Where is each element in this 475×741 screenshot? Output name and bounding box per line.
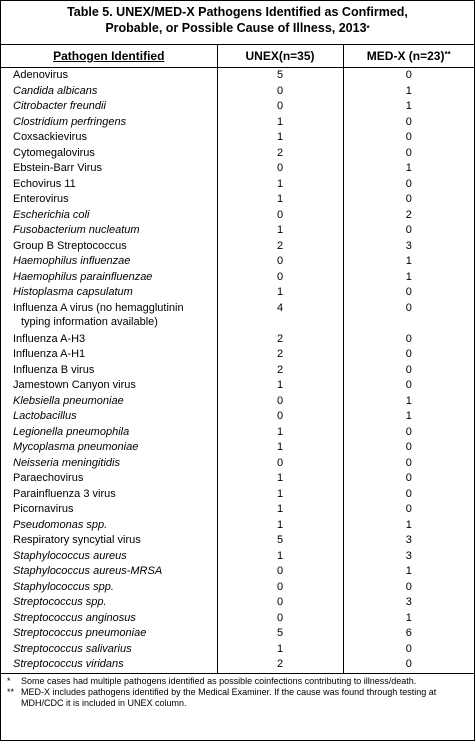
pathogen-name: Citrobacter freundii (13, 100, 106, 112)
medx-count: 0 (343, 285, 474, 301)
medx-count: 1 (343, 99, 474, 115)
pathogen-name: Enterovirus (13, 193, 69, 205)
pathogen-name: Staphylococcus aureus-MRSA (13, 565, 163, 577)
header-row (1, 45, 474, 68)
medx-count: 0 (343, 471, 474, 487)
table-row (1, 456, 474, 472)
medx-count: 1 (343, 394, 474, 410)
pathogen-table (1, 45, 474, 673)
table-row (1, 549, 474, 565)
unex-count: 1 (217, 471, 343, 487)
unex-count: 1 (217, 487, 343, 503)
medx-count: 0 (343, 580, 474, 596)
pathogen-name: Coxsackievirus (13, 131, 87, 143)
medx-count: 0 (343, 177, 474, 193)
table-title (1, 1, 474, 45)
unex-count: 0 (217, 254, 343, 270)
footnote-1-mark: * (7, 675, 11, 686)
unex-count: 0 (217, 611, 343, 627)
unex-count: 2 (217, 347, 343, 363)
medx-count: 3 (343, 239, 474, 255)
table-row (1, 254, 474, 270)
table-row (1, 378, 474, 394)
table-row (1, 642, 474, 658)
pathogen-name: Staphylococcus spp. (13, 580, 114, 593)
unex-count: 1 (217, 440, 343, 456)
medx-count: 0 (343, 502, 474, 518)
table-row (1, 580, 474, 596)
header-medx-mark: ** (444, 50, 451, 59)
medx-count: 3 (343, 549, 474, 565)
unex-count: 4 (217, 301, 343, 332)
pathogen-name: Respiratory syncytial virus (13, 534, 141, 546)
table-row (1, 161, 474, 177)
pathogen-name: Influenza A-H3 (13, 332, 86, 345)
pathogen-name: Group B Streptococcus (13, 239, 127, 252)
unex-count: 1 (217, 192, 343, 208)
table-row (1, 68, 474, 84)
unex-count: 0 (217, 270, 343, 286)
footnote-2-mark: ** (7, 686, 15, 697)
pathogen-name: Echovirus 11 (13, 177, 76, 190)
table-row (1, 115, 474, 131)
footnote-2 (7, 687, 470, 709)
unex-count: 1 (217, 285, 343, 301)
unex-count: 1 (217, 115, 343, 131)
pathogen-name: Streptococcus anginosus (13, 611, 136, 624)
table-body (1, 68, 474, 673)
medx-count: 0 (343, 130, 474, 146)
medx-count: 0 (343, 363, 474, 379)
medx-count: 0 (343, 223, 474, 239)
pathogen-name: Candida albicans (13, 84, 98, 97)
unex-count: 1 (217, 425, 343, 441)
pathogen-name: Streptococcus salivarius (13, 642, 132, 655)
table-row (1, 440, 474, 456)
pathogen-name: Mycoplasma pneumoniae (13, 441, 139, 453)
medx-count: 0 (343, 68, 474, 84)
unex-count: 1 (217, 223, 343, 239)
unex-count: 2 (217, 146, 343, 162)
table-row (1, 611, 474, 627)
pathogen-name: Klebsiella pneumoniae (13, 394, 124, 407)
pathogen-name: Adenovirus (13, 69, 69, 81)
footnotes (1, 673, 474, 709)
footnote-1-text: Some cases had multiple pathogens identified as possible coinfections contributing to illness/death. (21, 675, 417, 686)
pathogen-name: Picornavirus (13, 503, 74, 515)
unex-count: 0 (217, 580, 343, 596)
table-row (1, 347, 474, 363)
table-row (1, 332, 474, 348)
table-row (1, 270, 474, 286)
pathogen-name: Cytomegalovirus (13, 146, 95, 159)
title-footnote-mark: * (366, 24, 370, 33)
header-unex: UNEX(n=35) (217, 45, 343, 68)
medx-count: 1 (343, 518, 474, 534)
pathogen-name: Staphylococcus aureus (13, 549, 127, 562)
medx-count: 0 (343, 657, 474, 673)
medx-count: 0 (343, 301, 474, 332)
pathogen-name: Influenza A virus (no hemagglutinin typing information available) (13, 301, 184, 328)
unex-count: 5 (217, 68, 343, 84)
medx-count: 0 (343, 378, 474, 394)
medx-count: 0 (343, 642, 474, 658)
table-row (1, 363, 474, 379)
unex-count: 5 (217, 533, 343, 549)
table-row (1, 425, 474, 441)
pathogen-name: Escherichia coli (13, 208, 90, 221)
pathogen-name: Neisseria meningitidis (13, 456, 120, 469)
table-row (1, 595, 474, 611)
table-row (1, 192, 474, 208)
unex-count: 0 (217, 161, 343, 177)
table-row (1, 285, 474, 301)
medx-count: 0 (343, 425, 474, 441)
medx-count: 0 (343, 456, 474, 472)
title-line-1: Table 5. UNEX/MED-X Pathogens Identified as Confirmed, (67, 5, 408, 19)
header-pathogen: Pathogen Identified (1, 45, 217, 68)
table-row (1, 626, 474, 642)
pathogen-name: Paraechovirus (13, 472, 84, 484)
unex-count: 0 (217, 595, 343, 611)
medx-count: 0 (343, 440, 474, 456)
unex-count: 1 (217, 549, 343, 565)
medx-count: 1 (343, 254, 474, 270)
footnote-1 (7, 676, 470, 687)
unex-count: 1 (217, 642, 343, 658)
medx-count: 2 (343, 208, 474, 224)
table-row (1, 394, 474, 410)
table-row (1, 177, 474, 193)
pathogen-name: Pseudomonas spp. (13, 518, 108, 531)
medx-count: 1 (343, 84, 474, 100)
medx-count: 6 (343, 626, 474, 642)
medx-count: 0 (343, 192, 474, 208)
pathogen-name: Influenza B virus (13, 363, 95, 376)
medx-count: 1 (343, 161, 474, 177)
medx-count: 1 (343, 409, 474, 425)
medx-count: 1 (343, 611, 474, 627)
table-row (1, 130, 474, 146)
medx-count: 0 (343, 347, 474, 363)
table-row (1, 518, 474, 534)
medx-count: 1 (343, 270, 474, 286)
table-row (1, 146, 474, 162)
medx-count: 0 (343, 115, 474, 131)
header-medx: MED-X (n=23)** (343, 45, 474, 68)
table-row (1, 84, 474, 100)
unex-count: 2 (217, 332, 343, 348)
medx-count: 0 (343, 332, 474, 348)
pathogen-name: Clostridium perfringens (13, 115, 127, 128)
pathogen-name: Influenza A-H1 (13, 348, 86, 360)
pathogen-name: Legionella pneumophila (13, 425, 130, 438)
pathogen-name: Lactobacillus (13, 410, 77, 422)
table-row (1, 301, 474, 332)
unex-count: 2 (217, 363, 343, 379)
table-row (1, 208, 474, 224)
pathogen-name: Parainfluenza 3 virus (13, 487, 116, 500)
table-row (1, 409, 474, 425)
medx-count: 3 (343, 533, 474, 549)
table-row (1, 99, 474, 115)
unex-count: 1 (217, 502, 343, 518)
title-line-2: Probable, or Possible Cause of Illness, 2013* (105, 21, 370, 35)
pathogen-name: Ebstein-Barr Virus (13, 162, 103, 174)
unex-count: 1 (217, 130, 343, 146)
unex-count: 5 (217, 626, 343, 642)
medx-count: 1 (343, 564, 474, 580)
pathogen-name: Streptococcus pneumoniae (13, 627, 147, 639)
table-row (1, 487, 474, 503)
pathogen-name: Fusobacterium nucleatum (13, 224, 140, 236)
pathogen-name: Streptococcus viridans (13, 658, 124, 670)
medx-count: 3 (343, 595, 474, 611)
unex-count: 0 (217, 564, 343, 580)
medx-count: 0 (343, 487, 474, 503)
unex-count: 1 (217, 518, 343, 534)
footnote-2-text: MED-X includes pathogens identified by the Medical Examiner. If the cause was found through testing at MDH/CDC it is included in UNEX column. (21, 686, 437, 708)
pathogen-name: Histoplasma capsulatum (13, 286, 133, 298)
unex-count: 0 (217, 84, 343, 100)
unex-count: 0 (217, 394, 343, 410)
table-row (1, 657, 474, 673)
pathogen-name: Haemophilus parainfluenzae (13, 270, 153, 283)
table-row (1, 564, 474, 580)
unex-count: 2 (217, 239, 343, 255)
unex-count: 0 (217, 99, 343, 115)
table-row (1, 223, 474, 239)
medx-count: 0 (343, 146, 474, 162)
pathogen-name: Streptococcus spp. (13, 596, 107, 608)
unex-count: 0 (217, 409, 343, 425)
table-row (1, 502, 474, 518)
pathogen-name: Jamestown Canyon virus (13, 379, 136, 391)
unex-count: 1 (217, 177, 343, 193)
unex-count: 0 (217, 208, 343, 224)
pathogen-name: Haemophilus influenzae (13, 255, 131, 267)
table-row (1, 533, 474, 549)
table-row (1, 239, 474, 255)
unex-count: 0 (217, 456, 343, 472)
unex-count: 1 (217, 378, 343, 394)
table-row (1, 471, 474, 487)
unex-count: 2 (217, 657, 343, 673)
